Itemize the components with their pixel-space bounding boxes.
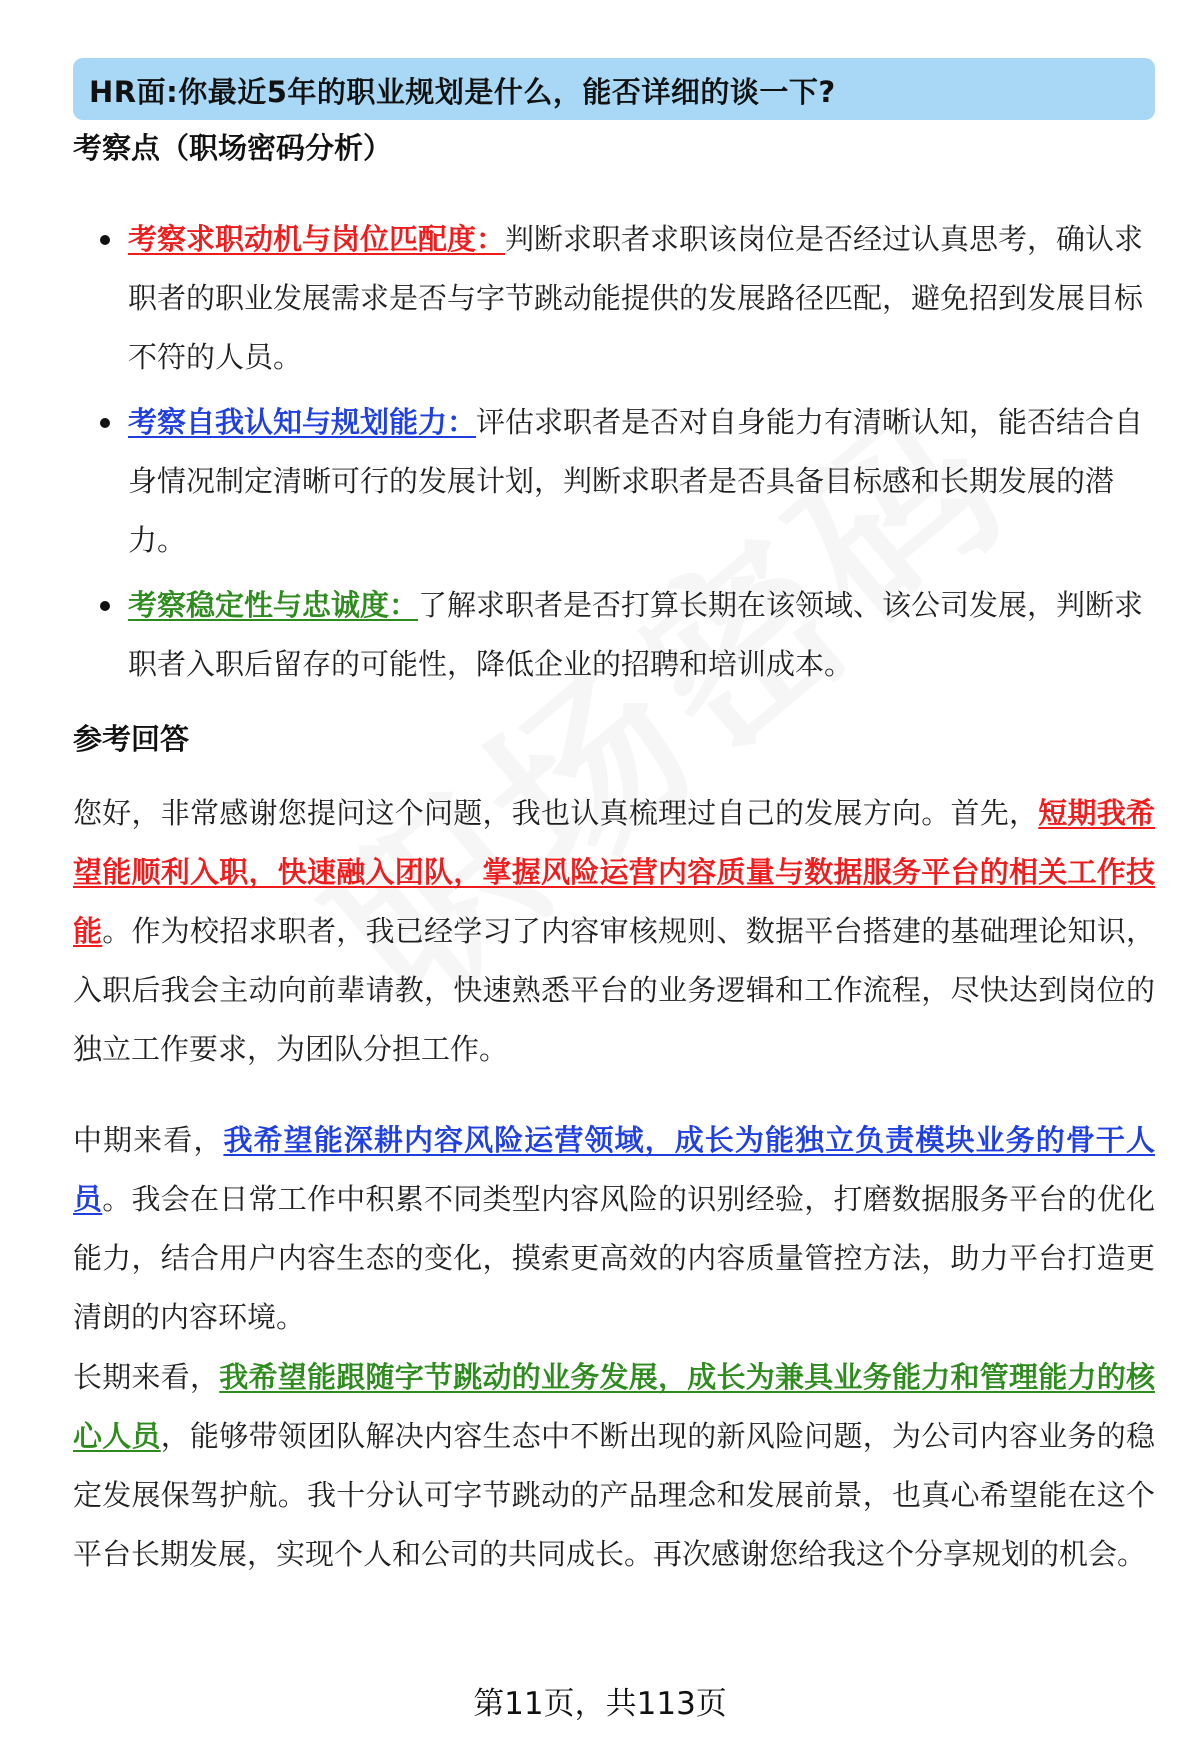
bullet-dot-icon	[100, 418, 110, 428]
section-title-answer: 参考回答	[73, 722, 190, 756]
question-banner	[73, 58, 1155, 120]
answer-keyword: 短期我希望能顺利入职，快速融入团队，掌握风险运营内容质量与数据服务平台的相关工作技能	[73, 796, 1155, 948]
bullet-dot-icon	[100, 601, 110, 611]
answer-text: 。我会在日常工作中积累不同类型内容风险的识别经验，打磨数据服务平台的优化能力，结合用户内容生态的变化，摸索更高效的内容质量管控方法，助力平台打造更清朗的内容环境。	[73, 1182, 1155, 1334]
point-text: 判断求职者求职该岗位是否经过认真思考，确认求职者的职业发展需求是否与字节跳动能提供的发展路径匹配，避免招到发展目标不符的人员。	[128, 222, 1144, 374]
answer-text: 。作为校招求职者，我已经学习了内容审核规则、数据平台搭建的基础理论知识，入职后我会主动向前辈请教，快速熟悉平台的业务逻辑和工作流程，尽快达到岗位的独立工作要求，为团队分担工作。	[73, 914, 1155, 1066]
point-keyword: 考察稳定性与忠诚度：	[128, 588, 419, 622]
answer-text: 您好，非常感谢您提问这个问题，我也认真梳理过自己的发展方向。首先，	[73, 796, 1039, 830]
answer-keyword: 我希望能深耕内容风险运营领域，成长为能独立负责模块业务的骨干人员	[73, 1123, 1155, 1216]
point-keyword: 考察自我认知与规划能力：	[128, 405, 477, 439]
answer-text: 中期来看，	[73, 1123, 224, 1157]
answer-paragraph-short-term	[73, 784, 1155, 1079]
list-item	[100, 393, 1150, 570]
point-keyword: 考察求职动机与岗位匹配度：	[128, 222, 506, 256]
page-number: 第11页，共113页	[473, 1686, 727, 1722]
bullet-dot-icon	[100, 235, 110, 245]
answer-text: 长期来看，	[73, 1360, 220, 1394]
question-text: HR面:你最近5年的职业规划是什么，能否详细的谈一下?	[89, 75, 836, 109]
point-text: 评估求职者是否对自身能力有清晰认知，能否结合自身情况制定清晰可行的发展计划，判断求职者是否具备目标感和长期发展的潜力。	[128, 405, 1144, 557]
analysis-points-list	[100, 210, 1150, 700]
list-item	[100, 210, 1150, 387]
point-text: 了解求职者是否打算长期在该领域、该公司发展，判断求职者入职后留存的可能性，降低企业的招聘和培训成本。	[128, 588, 1144, 681]
section-title-analysis: 考察点（职场密码分析）	[73, 131, 393, 165]
answer-paragraph-mid-term	[73, 1111, 1155, 1347]
answer-text: ，能够带领团队解决内容生态中不断出现的新风险问题，为公司内容业务的稳定发展保驾护航。我十分认可字节跳动的产品理念和发展前景，也真心希望能在这个平台长期发展，实现个人和公司的共同成长。再次感谢您给我这个分享规划的机会。	[73, 1419, 1155, 1571]
list-item	[100, 576, 1150, 694]
answer-paragraph-long-term	[73, 1348, 1155, 1584]
answer-keyword: 我希望能跟随字节跳动的业务发展，成长为兼具业务能力和管理能力的核心人员	[73, 1360, 1155, 1453]
